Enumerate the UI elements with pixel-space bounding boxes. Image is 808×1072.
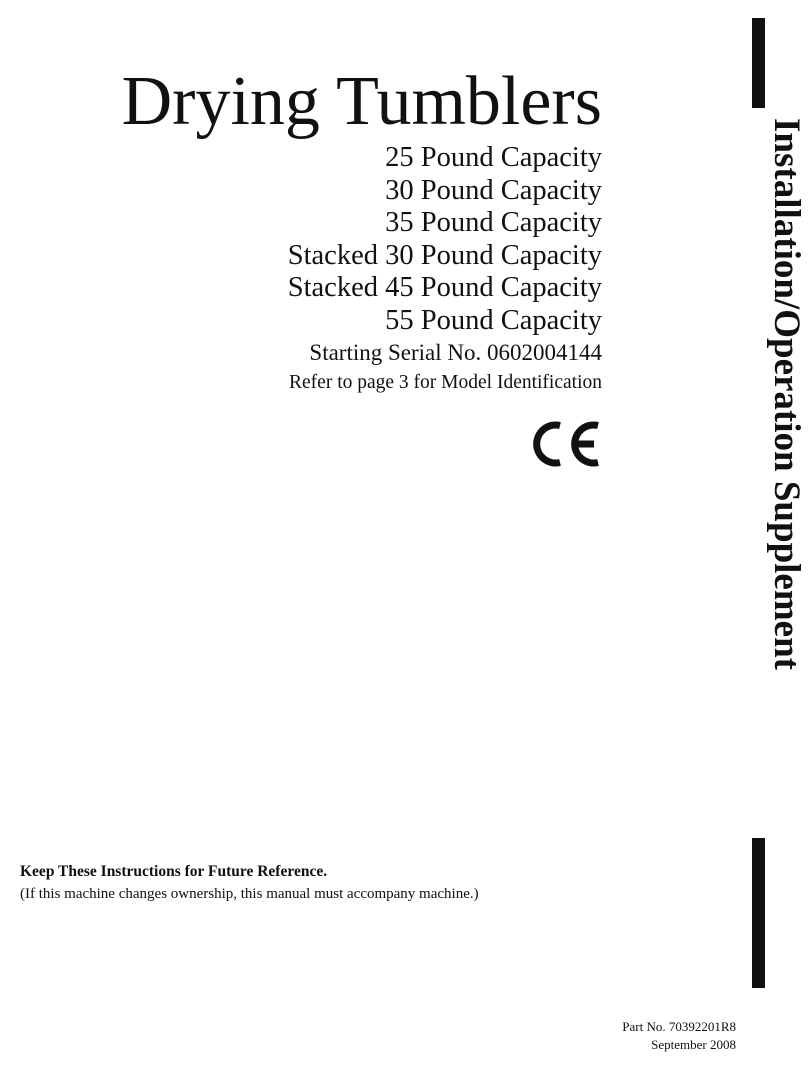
capacity-item: 25 Pound Capacity (385, 142, 602, 173)
capacity-list (288, 142, 602, 337)
publication-date: September 2008 (651, 1037, 736, 1052)
capacity-item: Stacked 45 Pound Capacity (287, 272, 602, 303)
document-title: Drying Tumblers (121, 63, 602, 140)
part-number: Part No. 70392201R8 (622, 1019, 736, 1034)
side-rule-bottom (752, 838, 765, 988)
ce-mark-icon (530, 418, 604, 470)
side-rule-top (752, 18, 765, 108)
model-identification-reference: Refer to page 3 for Model Identification (289, 372, 602, 393)
side-title: Installation/Operation Supplement (766, 118, 807, 671)
serial-number-line: Starting Serial No. 0602004144 (309, 340, 602, 365)
capacity-item: 55 Pound Capacity (385, 304, 602, 336)
capacity-item: 30 Pound Capacity (385, 174, 602, 206)
capacity-item: 35 Pound Capacity (385, 207, 602, 238)
ownership-note: (If this machine changes ownership, this manual must accompany machine.) (20, 886, 479, 902)
capacity-item: Stacked 30 Pound Capacity (287, 239, 602, 271)
keep-instructions-note: Keep These Instructions for Future Reference. (20, 863, 328, 880)
